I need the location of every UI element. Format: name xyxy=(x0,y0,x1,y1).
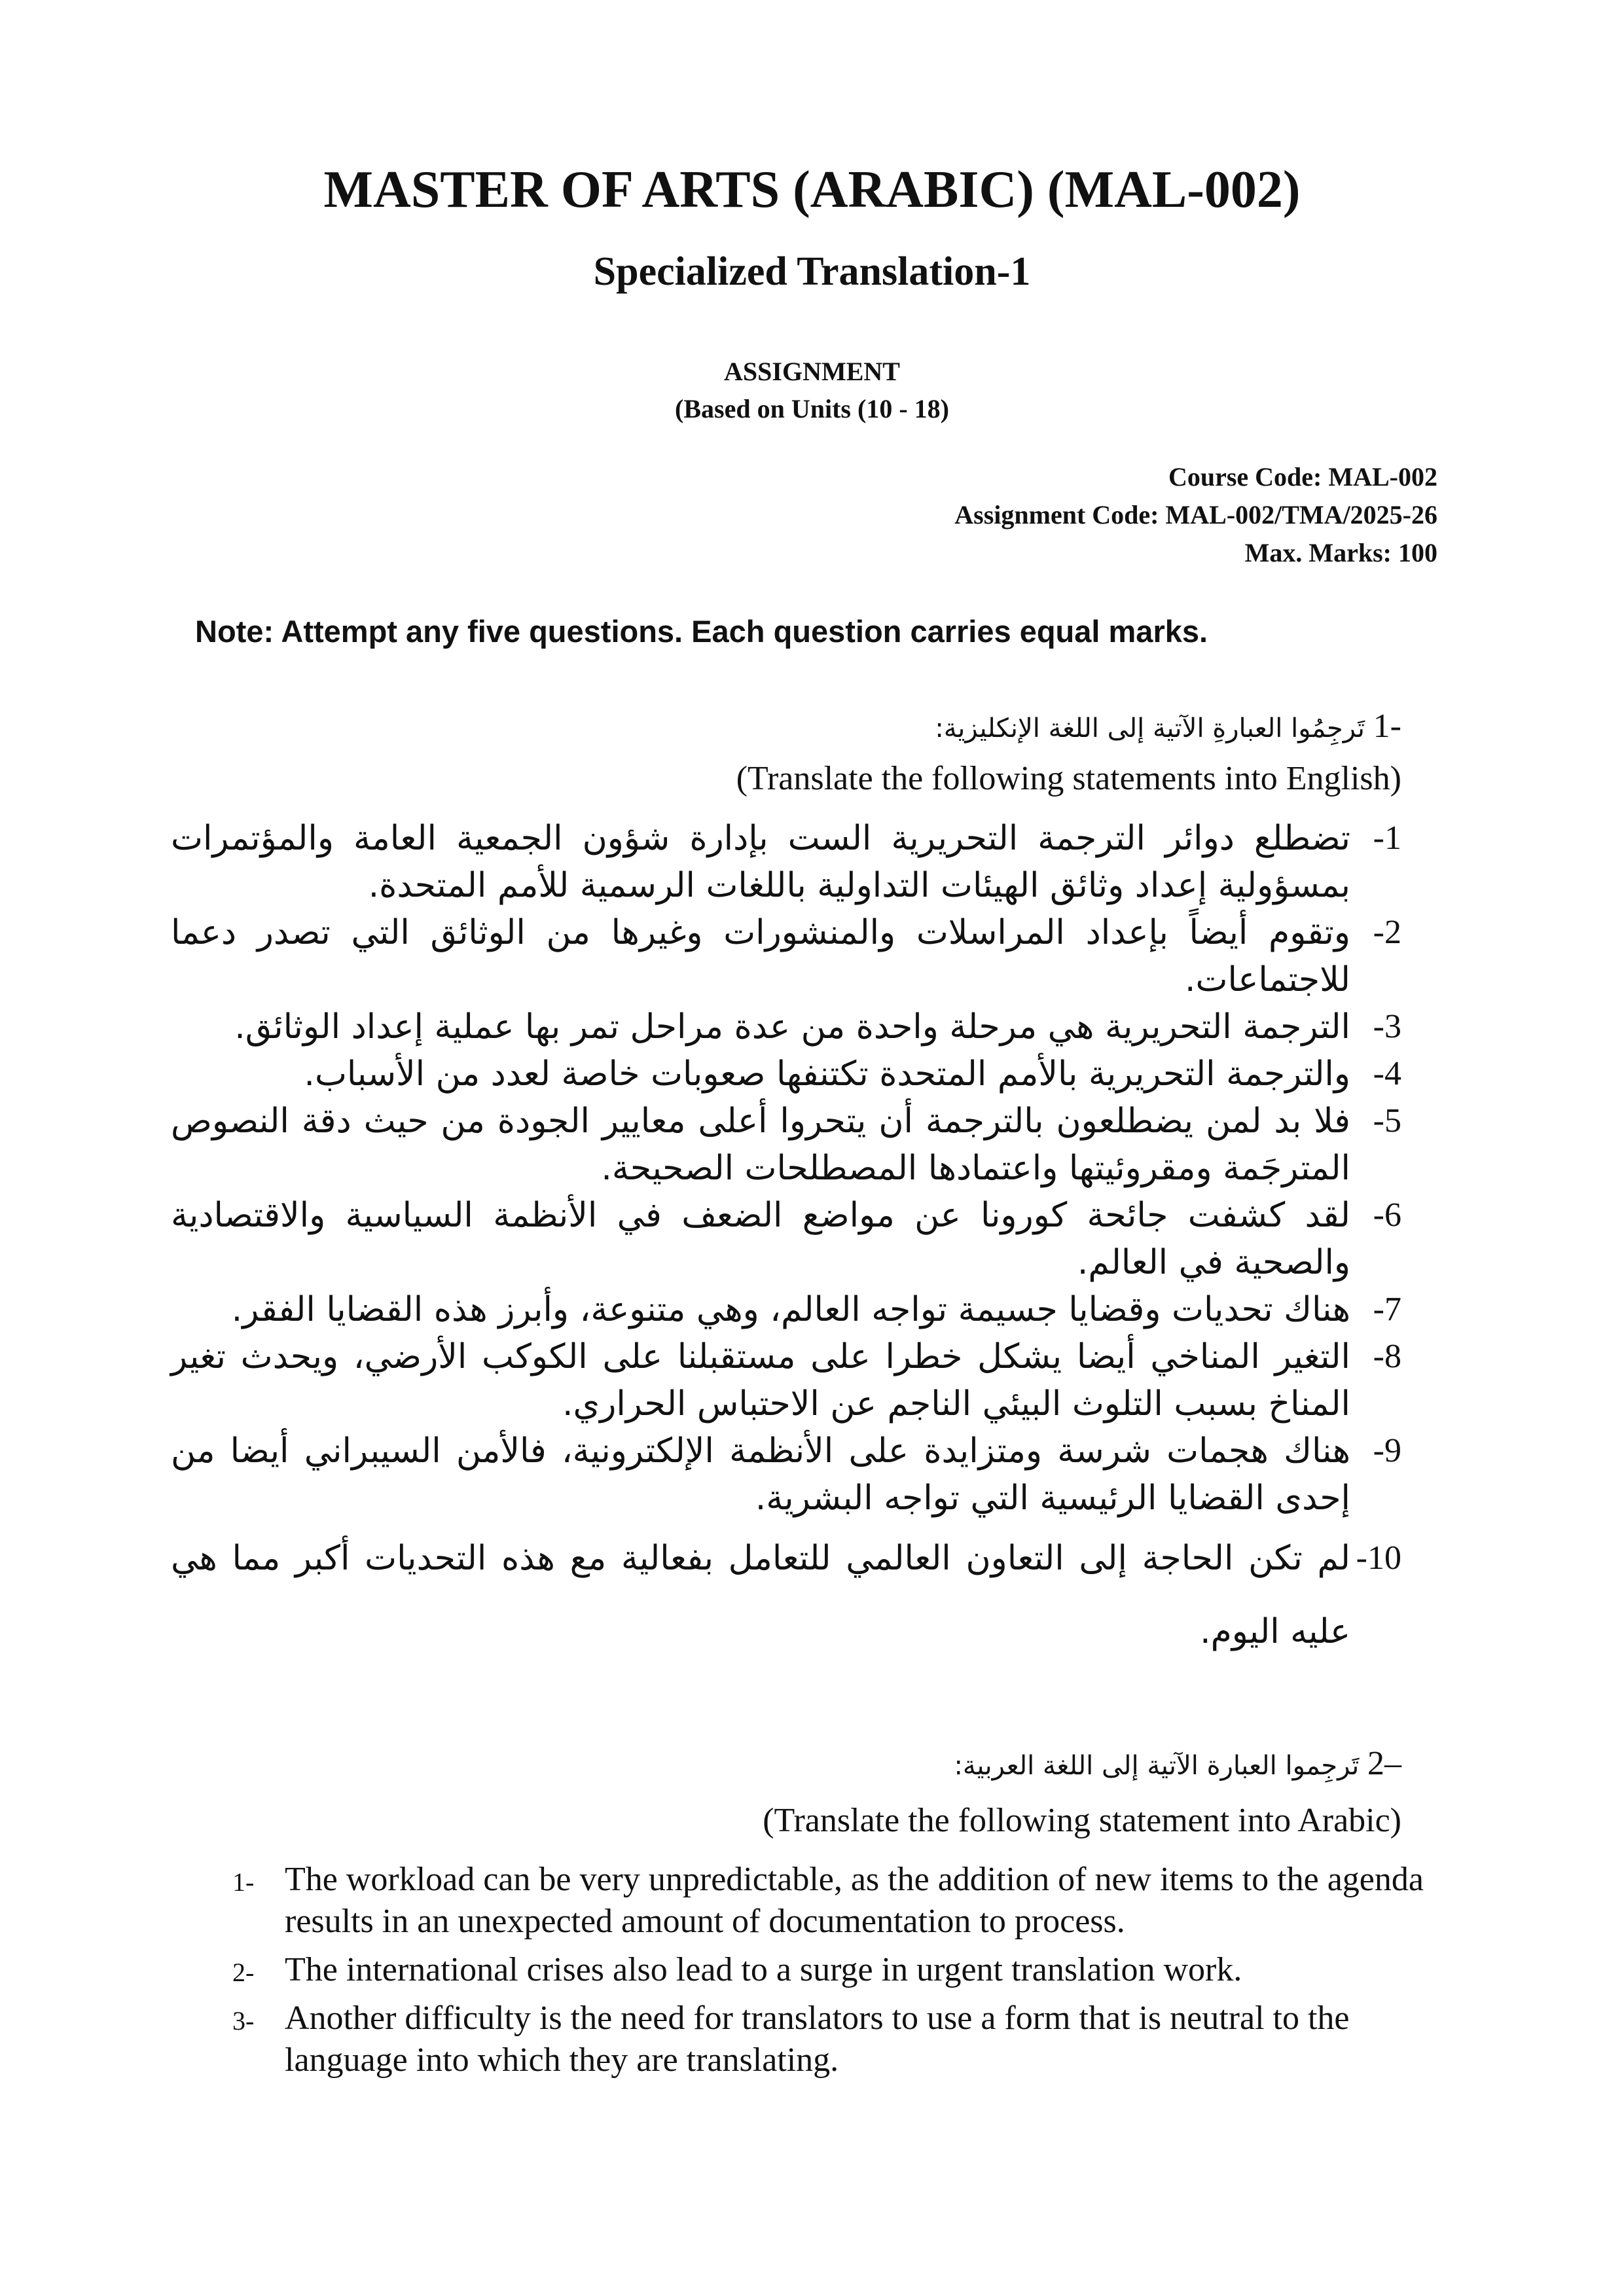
assignment-label: ASSIGNMENT xyxy=(724,357,900,386)
item-text: الترجمة التحريرية هي مرحلة واحدة من عدة مراحل تمر بها عملية إعداد الوثائق. xyxy=(234,1007,1350,1047)
q2-item-list xyxy=(232,1859,1437,2088)
course-codes-block xyxy=(954,458,1437,572)
q2-arabic-text: تَرجِموا العبارة الآتية إلى اللغة العربية: xyxy=(954,1751,1360,1781)
item-text: The international crises also lead to a surge in urgent translation work. xyxy=(285,1951,1242,1988)
item-text: التغير المناخي أيضا يشكل خطرا على مستقبلنا على الكوكب الأرضي، ويحدث تغير المناخ بسبب التلوث البيئي الناجم عن الاحتباس الحراري. xyxy=(171,1337,1350,1424)
item-number: 3- xyxy=(232,2006,255,2036)
q1-item-list xyxy=(171,815,1401,1668)
q2-english-instruction: (Translate the following statement into Arabic) xyxy=(763,1802,1401,1839)
list-item xyxy=(171,1098,1401,1192)
list-item xyxy=(232,1998,1437,2081)
instructions-note: Note: Attempt any five questions. Each question carries equal marks. xyxy=(195,614,1208,649)
list-item xyxy=(171,1286,1401,1333)
list-item xyxy=(171,1427,1401,1522)
max-marks: Max. Marks: 100 xyxy=(1244,538,1437,567)
item-text: The workload can be very unpredictable, as the addition of new items to the agenda results in an unexpected amount of documentation to process. xyxy=(285,1861,1424,1940)
item-number: -2 xyxy=(1373,914,1401,951)
item-text: هناك تحديات وقضايا جسيمة تواجه العالم، وهي متنوعة، وأبرز هذه القضايا الفقر. xyxy=(231,1290,1350,1329)
item-text: هناك هجمات شرسة ومتزايدة على الأنظمة الإلكترونية، فالأمن السيبراني أيضا من إحدى القضايا الرئيسية التي تواجه البشرية. xyxy=(171,1431,1350,1518)
item-text: لقد كشفت جائحة كورونا عن مواضع الضعف في الأنظمة السياسية والاقتصادية والصحية في العالم. xyxy=(171,1196,1350,1282)
list-item xyxy=(171,1050,1401,1098)
list-item xyxy=(171,909,1401,1003)
page-subtitle: Specialized Translation-1 xyxy=(593,249,1031,294)
course-code: Course Code: MAL-002 xyxy=(1168,462,1437,492)
item-number: -7 xyxy=(1373,1291,1401,1328)
list-item xyxy=(171,1333,1401,1427)
item-number: 1- xyxy=(232,1867,255,1897)
page-title: MASTER OF ARTS (ARABIC) (MAL-002) xyxy=(323,161,1301,219)
item-number: -1 xyxy=(1373,819,1401,857)
list-item xyxy=(171,1003,1401,1050)
item-text: تضطلع دوائر الترجمة التحريرية الست بإدارة شؤون الجمعية العامة والمؤتمرات بمسؤولية إعداد وثائق الهيئات التداولية باللغات الرسمية للأمم المتحدة. xyxy=(171,819,1350,905)
q2-arabic-instruction xyxy=(954,1744,1401,1785)
item-text: لم تكن الحاجة إلى التعاون العالمي للتعامل بفعالية مع هذه التحديات أكبر مما هي عليه اليوم. xyxy=(171,1539,1350,1651)
q1-arabic-instruction xyxy=(935,707,1401,748)
q1-arabic-text: تَرجِمُوا العبارةِ الآتية إلى اللغة الإنكليزية: xyxy=(935,713,1365,744)
item-number: -9 xyxy=(1373,1432,1401,1469)
list-item xyxy=(232,1949,1437,1991)
item-number: -10 xyxy=(1356,1539,1401,1577)
q1-number: 1- xyxy=(1373,708,1401,745)
item-number: -4 xyxy=(1373,1055,1401,1092)
item-text: وتقوم أيضاً بإعداد المراسلات والمنشورات وغيرها من الوثائق التي تصدر دعما للاجتماعات. xyxy=(171,913,1350,999)
item-text: فلا بد لمن يضطلعون بالترجمة أن يتحروا أعلى معايير الجودة من حيث دقة النصوص المترجَمة ومقروئيتها واعتمادها المصطلحات الصحيحة. xyxy=(171,1102,1350,1188)
units-label: (Based on Units (10 - 18) xyxy=(675,394,949,423)
item-text: Another difficulty is the need for translators to use a form that is neutral to the language into which they are translating. xyxy=(285,2000,1350,2079)
list-item xyxy=(232,1859,1437,1943)
item-number: -3 xyxy=(1373,1008,1401,1045)
assignment-code: Assignment Code: MAL-002/TMA/2025-26 xyxy=(954,500,1437,529)
item-number: -6 xyxy=(1373,1196,1401,1234)
list-item xyxy=(171,815,1401,909)
item-text: والترجمة التحريرية بالأمم المتحدة تكتنفها صعوبات خاصة لعدد من الأسباب. xyxy=(304,1054,1350,1094)
list-item xyxy=(171,1522,1401,1668)
q1-english-instruction: (Translate the following statements into English) xyxy=(736,760,1401,797)
list-item xyxy=(171,1192,1401,1286)
item-number: -5 xyxy=(1373,1102,1401,1139)
item-number: -8 xyxy=(1373,1338,1401,1375)
item-number: 2- xyxy=(232,1958,255,1987)
q2-number: 2– xyxy=(1367,1745,1401,1782)
